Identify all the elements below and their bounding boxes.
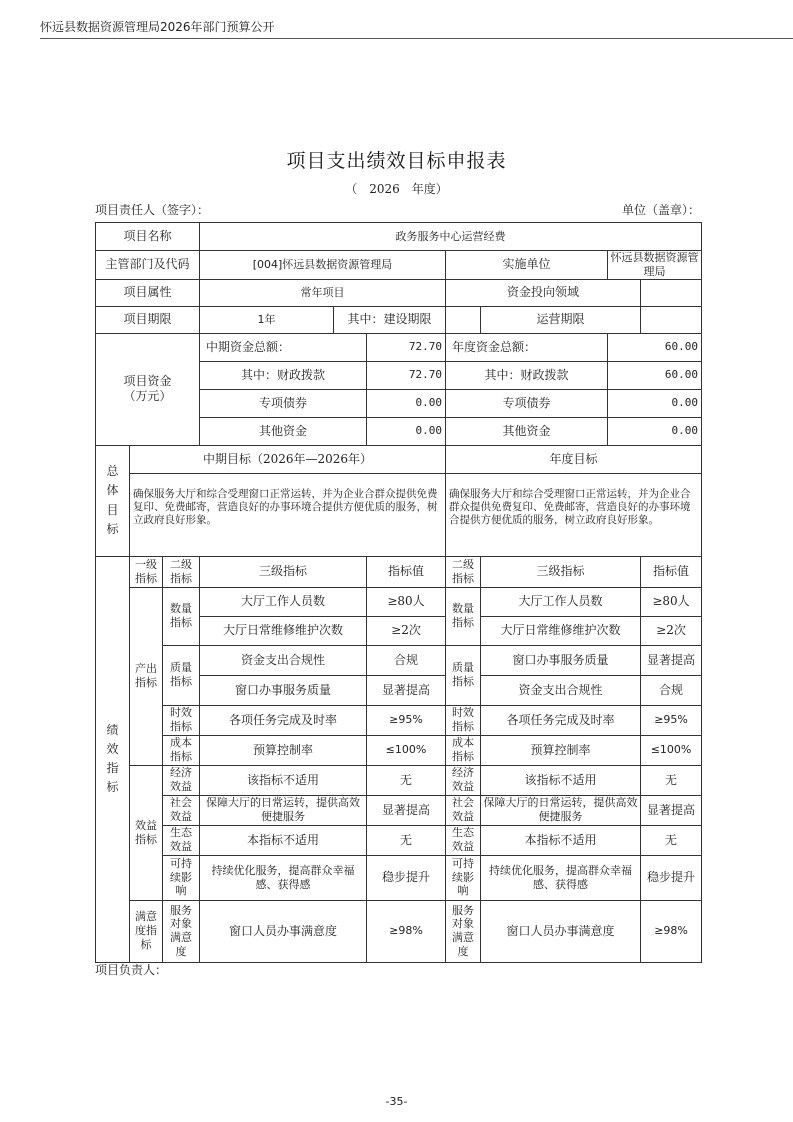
cost-label: 成本指标: [163, 735, 200, 765]
year-indicator-name: 各项任务完成及时率: [481, 705, 641, 735]
year-fund-label: 其中：财政拨款: [446, 361, 608, 389]
quality-label-year: 质量指标: [446, 645, 481, 705]
mid-indicator-name: 保障大厅的日常运转，提供高效便捷服务: [200, 795, 367, 825]
level1-header: 一级指标: [130, 556, 163, 587]
indicator-row: [96, 735, 702, 765]
mid-indicator-name: 窗口人员办事满意度: [200, 900, 367, 962]
performance-table: [95, 222, 702, 963]
funds-label: 项目资金（万元）: [96, 333, 200, 445]
value-header: 指标值: [367, 556, 446, 587]
indicator-row: [96, 855, 702, 900]
year-fund-label: 年度资金总额：: [446, 333, 608, 361]
attr-value: 常年项目: [200, 279, 446, 306]
indicators-label-text: 绩效指标: [106, 722, 119, 795]
year-indicator-name: 大厅日常维修维护次数: [481, 616, 641, 645]
sustain-label-year: 可持续影响: [446, 855, 481, 900]
mid-indicator-name: 预算控制率: [200, 735, 367, 765]
mid-fund-label: 专项债券: [200, 389, 367, 417]
period-value: 1年: [200, 306, 334, 333]
indicator-row: [96, 645, 702, 675]
year-indicator-name: 保障大厅的日常运转，提供高效便捷服务: [481, 795, 641, 825]
page-header: 怀远县数据资源管理局2026年部门预算公开: [40, 20, 275, 34]
year-fund-label: 其他资金: [446, 417, 608, 445]
mid-fund-value: 72.70: [367, 333, 446, 361]
year-indicator-name: 本指标不适用: [481, 825, 641, 855]
dept-label: 主管部门及代码: [96, 251, 200, 280]
year-indicator-value: 无: [641, 765, 702, 795]
mid-indicator-name: 持续优化服务，提高群众幸福感、获得感: [200, 855, 367, 900]
year-indicator-name: 持续优化服务，提高群众幸福感、获得感: [481, 855, 641, 900]
mid-fund-value: 0.00: [367, 417, 446, 445]
year-goal-header: 年度目标: [446, 445, 702, 473]
goals-header-row: [96, 445, 702, 473]
mid-fund-value: 0.00: [367, 389, 446, 417]
year-indicator-value: 无: [641, 825, 702, 855]
econ-benefit-label: 经济效益: [163, 765, 200, 795]
row-period: [96, 306, 702, 333]
mid-indicator-value: 无: [367, 765, 446, 795]
mid-indicator-value: ≥95%: [367, 705, 446, 735]
mid-indicator-value: 显著提高: [367, 675, 446, 705]
service-satisfaction-label: 服务对象满意度: [163, 900, 200, 962]
indicator-row: [96, 900, 702, 962]
field-label: 资金投向领域: [446, 279, 641, 306]
year-indicator-name: 窗口办事服务质量: [481, 645, 641, 675]
mid-indicator-name: 大厅日常维修维护次数: [200, 616, 367, 645]
project-lead-signature-label: 项目负责人：: [95, 963, 168, 977]
dept-value: [004]怀远县数据资源管理局: [200, 251, 446, 280]
ops-period-value: [641, 306, 702, 333]
mid-indicator-name: 本指标不适用: [200, 825, 367, 855]
unit-stamp-label: 单位（盖章）：: [621, 203, 700, 217]
year-indicator-name: 资金支出合规性: [481, 675, 641, 705]
year-indicator-name: 大厅工作人员数: [481, 587, 641, 616]
year-fund-value: 0.00: [608, 389, 702, 417]
page-number: -35-: [385, 1095, 408, 1108]
mid-indicator-name: 资金支出合规性: [200, 645, 367, 675]
year-indicator-value: ≥98%: [641, 900, 702, 962]
mid-indicator-value: 合规: [367, 645, 446, 675]
mid-indicator-name: 窗口办事服务质量: [200, 675, 367, 705]
year-fund-value: 60.00: [608, 361, 702, 389]
field-value: [641, 279, 702, 306]
quantity-label: 数量指标: [163, 587, 200, 645]
sustain-label: 可持续影响: [163, 855, 200, 900]
level3-header: 三级指标: [200, 556, 367, 587]
year-line: （ 2026 年度）: [345, 182, 448, 196]
period-label: 项目期限: [96, 306, 200, 333]
year-indicator-value: 合规: [641, 675, 702, 705]
year-indicator-value: 显著提高: [641, 795, 702, 825]
level2-header: 二级指标: [163, 556, 200, 587]
row-dept: [96, 251, 702, 280]
year-indicator-value: ≥95%: [641, 705, 702, 735]
mid-fund-label: 中期资金总额：: [200, 333, 367, 361]
mid-indicator-value: ≥80人: [367, 587, 446, 616]
mid-goal-text: 确保服务大厅和综合受理窗口正常运转，并为企业合群众提供免费复印、免费邮寄，营造良好的办事环境合提供方便优质的服务，树立政府良好形象。: [130, 473, 446, 556]
mid-indicator-value: 稳步提升: [367, 855, 446, 900]
quantity-label-year: 数量指标: [446, 587, 481, 645]
impl-unit-label: 实施单位: [446, 251, 608, 280]
year-fund-value: 0.00: [608, 417, 702, 445]
indicator-row: [96, 705, 702, 735]
mid-indicator-value: ≥98%: [367, 900, 446, 962]
eco-benefit-label-year: 生态效益: [446, 825, 481, 855]
attr-label: 项目属性: [96, 279, 200, 306]
indicator-row: [96, 765, 702, 795]
ops-period-label: 运营期限: [481, 306, 641, 333]
build-period-value: [446, 306, 481, 333]
service-satisfaction-label-year: 服务对象满意度: [446, 900, 481, 962]
year-indicator-name: 窗口人员办事满意度: [481, 900, 641, 962]
indicator-row: [96, 825, 702, 855]
row-attr: [96, 279, 702, 306]
mid-indicator-name: 各项任务完成及时率: [200, 705, 367, 735]
eco-benefit-label: 生态效益: [163, 825, 200, 855]
year-indicator-value: 显著提高: [641, 645, 702, 675]
mid-indicator-value: ≤100%: [367, 735, 446, 765]
funds-row: [96, 333, 702, 361]
mid-indicator-value: 无: [367, 825, 446, 855]
level3-header-year: 三级指标: [481, 556, 641, 587]
mid-fund-label: 其中：财政拨款: [200, 361, 367, 389]
year-indicator-value: ≥80人: [641, 587, 702, 616]
mid-fund-value: 72.70: [367, 361, 446, 389]
level2-header-year: 二级指标: [446, 556, 481, 587]
social-benefit-label: 社会效益: [163, 795, 200, 825]
build-period-label: 其中：建设期限: [334, 306, 446, 333]
form-title: 项目支出绩效目标申报表: [286, 150, 507, 172]
responsible-label: 项目责任人（签字）：: [95, 203, 210, 217]
header-divider: [40, 38, 793, 39]
project-name-label: 项目名称: [96, 223, 200, 251]
mid-fund-label: 其他资金: [200, 417, 367, 445]
mid-indicator-value: ≥2次: [367, 616, 446, 645]
mid-indicator-name: 大厅工作人员数: [200, 587, 367, 616]
year-fund-value: 60.00: [608, 333, 702, 361]
social-benefit-label-year: 社会效益: [446, 795, 481, 825]
year-fund-label: 专项债券: [446, 389, 608, 417]
year-indicator-value: 稳步提升: [641, 855, 702, 900]
goals-text-row: [96, 473, 702, 556]
econ-benefit-label-year: 经济效益: [446, 765, 481, 795]
year-goal-text: 确保服务大厅和综合受理窗口正常运转，并为企业合群众提供免费复印、免费邮寄，营造良好的办事环境合提供方便优质的服务，树立政府良好形象。: [446, 473, 702, 556]
impl-unit-value: 怀远县数据资源管理局: [608, 251, 702, 280]
output-indicator-label: 产出指标: [130, 587, 163, 765]
year-indicator-value: ≤100%: [641, 735, 702, 765]
satisfaction-indicator-label: 满意度指标: [130, 900, 163, 962]
project-name-value: 政务服务中心运营经费: [200, 223, 702, 251]
year-indicator-value: ≥2次: [641, 616, 702, 645]
mid-indicator-name: 该指标不适用: [200, 765, 367, 795]
time-label: 时效指标: [163, 705, 200, 735]
year-indicator-name: 预算控制率: [481, 735, 641, 765]
overall-goal-text: 总体目标: [106, 464, 119, 536]
quality-label: 质量指标: [163, 645, 200, 705]
benefit-indicator-label: 效益指标: [130, 765, 163, 900]
overall-goal-label: [96, 445, 130, 556]
indicators-label: [96, 556, 130, 962]
time-label-year: 时效指标: [446, 705, 481, 735]
indicator-header-row: [96, 556, 702, 587]
mid-indicator-value: 显著提高: [367, 795, 446, 825]
indicator-row: [96, 587, 702, 616]
value-header-year: 指标值: [641, 556, 702, 587]
row-project-name: [96, 223, 702, 251]
indicator-row: [96, 795, 702, 825]
year-indicator-name: 该指标不适用: [481, 765, 641, 795]
cost-label-year: 成本指标: [446, 735, 481, 765]
mid-goal-header: 中期目标（2026年—2026年）: [130, 445, 446, 473]
